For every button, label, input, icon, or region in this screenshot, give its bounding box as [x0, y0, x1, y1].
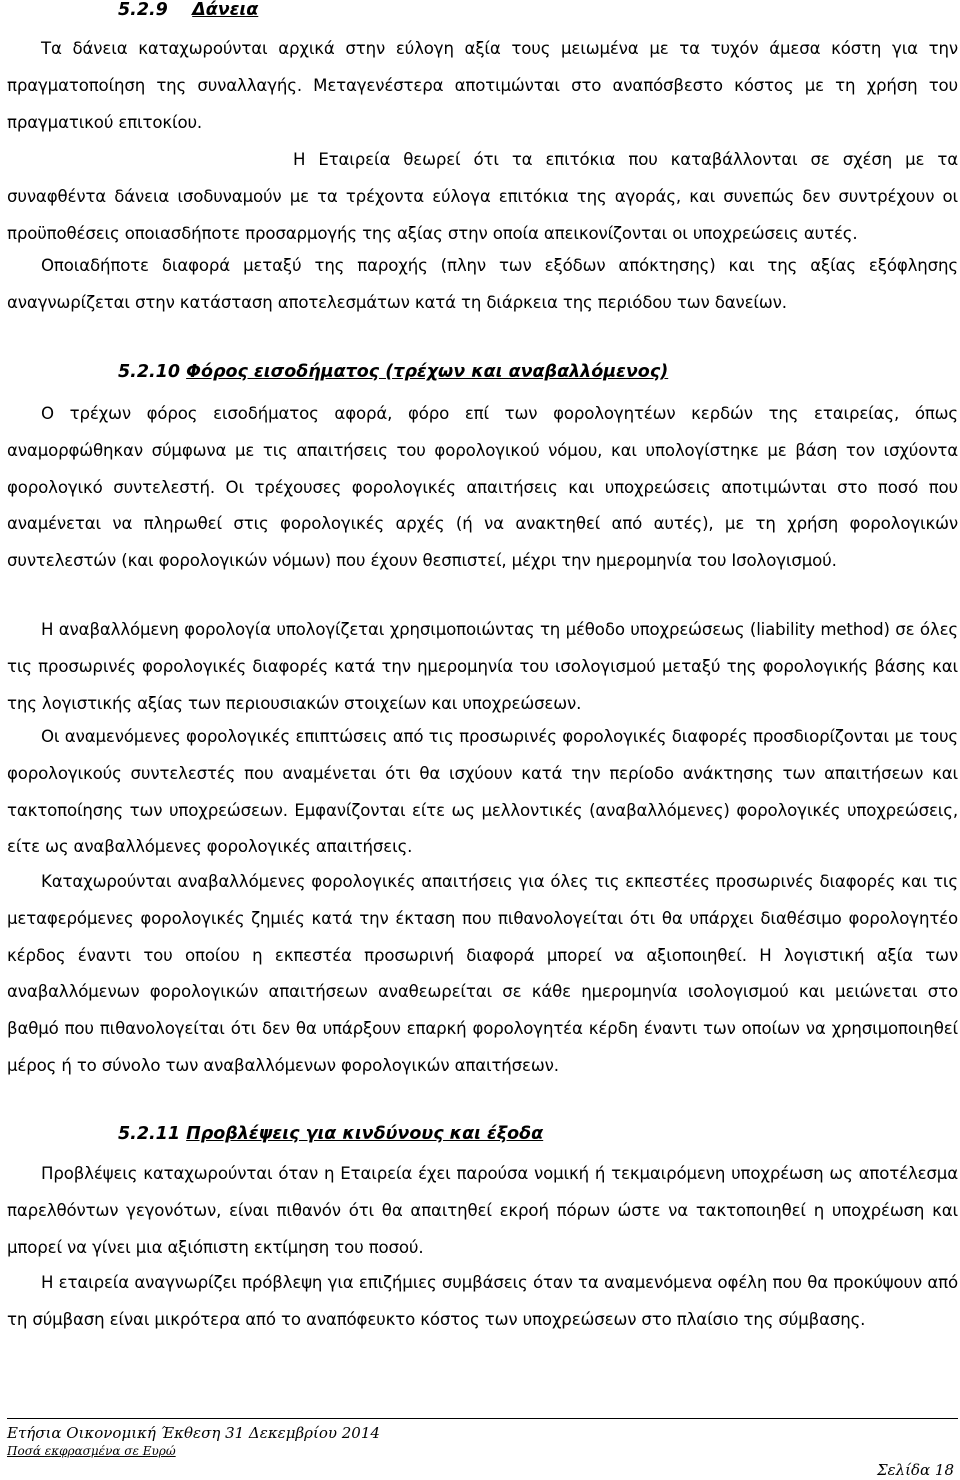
page-footer	[7, 1418, 958, 1479]
paragraph-loans-differences: Οποιαδήποτε διαφορά μεταξύ της παροχής (πλην των εξόδων απόκτησης) και της αξίας εξόφλησης αναγνωρίζεται στην κατάσταση αποτελεσμάτων κατά τη διάρκεια της περιόδου των δανείων.	[7, 256, 958, 312]
paragraph-onerous-contracts: Η εταιρεία αναγνωρίζει πρόβλεψη για επιζήμιες συμβάσεις όταν τα αναμενόμενα οφέλη που θα προκύψουν από τη σύμβαση είναι μικρότερα από το αναπόφευκτο κόστος των υποχρεώσεων στο πλαίσιο της σύμβασης.	[7, 1273, 958, 1329]
section-number: 5.2.10	[118, 362, 181, 382]
paragraph-current-tax: Ο τρέχων φόρος εισοδήματος αφορά, φόρο επί των φορολογητέων κερδών της εταιρείας, όπως αναμορφώθηκαν σύμφωνα με τις απαιτήσεις του φορολογικού νόμου, και υπολογίστηκε με βάση τον ισχύοντα φορολογικό συντελεστή. Οι τρέχουσες φορολογικές απαιτήσεις και υποχρεώσεις αποτιμώνται στο ποσό που αναμένεται να πληρωθεί στις φορολογικές αρχές (ή να ανακτηθεί από αυτές), με τη χρήση φορολογικών συντελεστών (και φορολογικών νόμων) που έχουν θεσπιστεί, μέχρι την ημερομηνία του Ισολογισμού.	[7, 404, 958, 571]
section-title: Προβλέψεις για κινδύνους και έξοδα	[186, 1124, 544, 1144]
section-title: Δάνεια	[192, 0, 259, 20]
section-number: 5.2.11	[118, 1124, 181, 1144]
paragraph-deferred-tax-effects: Οι αναμενόμενες φορολογικές επιπτώσεις από τις προσωρινές φορολογικές διαφορές προσδιορίζονται με τους φορολογικούς συντελεστές που αναμένεται ότι θα ισχύουν κατά την περίοδο ανάκτησης των απαιτήσεων και τακτοποίησης των υποχρεώσεων. Εμφανίζονται είτε ως μελλοντικές (αναβαλλόμενες) φορολογικές υποχρεώσεις, είτε ως αναβαλλόμενες φορολογικές απαιτήσεις.	[7, 727, 958, 857]
paragraph-loans-initial-recognition: Τα δάνεια καταχωρούνται αρχικά στην εύλογη αξία τους μειωμένα με τα τυχόν άμεσα κόστη για την πραγματοποίηση της συναλλαγής. Μεταγενέστερα αποτιμώνται στο αναπόσβεστο κόστος με τη χρήση του πραγματικού επιτοκίου.	[7, 39, 958, 132]
page-number: Σελίδα 18	[876, 1461, 954, 1479]
paragraph-provisions-recognition: Προβλέψεις καταχωρούνται όταν η Εταιρεία έχει παρούσα νομική ή τεκμαιρόμενη υποχρέωση ως αποτέλεσμα παρελθόντων γεγονότων, είναι πιθανόν ότι θα απαιτηθεί εκροή πόρων ώστε να τακτοποιηθεί η υποχρέωση και μπορεί να γίνει μια αξιόπιστη εκτίμηση του ποσού.	[7, 1164, 958, 1257]
paragraph-loans-interest-rates: Η Εταιρεία θεωρεί ότι τα επιτόκια που καταβάλλονται σε σχέση με τα συναφθέντα δάνεια ισοδυναμούν με τα τρέχοντα εύλογα επιτόκια της αγοράς, και συνεπώς δεν συντρέχουν οι προϋποθέσεις οποιασδήποτε προσαρμογής της αξίας στην οποία απεικονίζονται οι υποχρεώσεις αυτές.	[7, 150, 958, 243]
paragraph-deferred-tax-method: Η αναβαλλόμενη φορολογία υπολογίζεται χρησιμοποιώντας τη μέθοδο υποχρεώσεως (liability method) σε όλες τις προσωρινές φορολογικές διαφορές κατά την ημερομηνία του ισολογισμού μεταξύ της φορολογικής βάσης και της λογιστικής αξίας των περιουσιακών στοιχείων και υποχρεώσεων.	[7, 620, 958, 713]
section-heading-5-2-9	[118, 0, 258, 20]
section-number: 5.2.9	[118, 0, 168, 20]
section-title: Φόρος εισοδήματος (τρέχων και αναβαλλόμενος)	[186, 362, 669, 382]
footer-currency-note: Ποσά εκφρασμένα σε Ευρώ	[7, 1444, 176, 1458]
footer-report-title: Ετήσια Οικονομική Έκθεση 31 Δεκεμβρίου 2014	[7, 1424, 380, 1442]
paragraph-deferred-tax-assets: Καταχωρούνται αναβαλλόμενες φορολογικές απαιτήσεις για όλες τις εκπεστέες προσωρινές διαφορές και τις μεταφερόμενες φορολογικές ζημιές κατά την έκταση που πιθανολογείται ότι θα υπάρχει διαθέσιμο φορολογητέο κέρδος έναντι του οποίου η εκπεστέα προσωρινή διαφορά μπορεί να αξιοποιηθεί. Η λογιστική αξία των αναβαλλόμενων φορολογικών απαιτήσεων αναθεωρείται σε κάθε ημερομηνία ισολογισμού και μειώνεται στο βαθμό που πιθανολογείται ότι δεν θα υπάρξουν επαρκή φορολογητέα κέρδη έναντι των οποίων να χρησιμοποιηθεί μέρος ή το σύνολο των αναβαλλόμενων φορολογικών απαιτήσεων.	[7, 872, 958, 1075]
section-heading-5-2-11	[118, 1124, 543, 1144]
section-heading-5-2-10	[118, 362, 668, 382]
